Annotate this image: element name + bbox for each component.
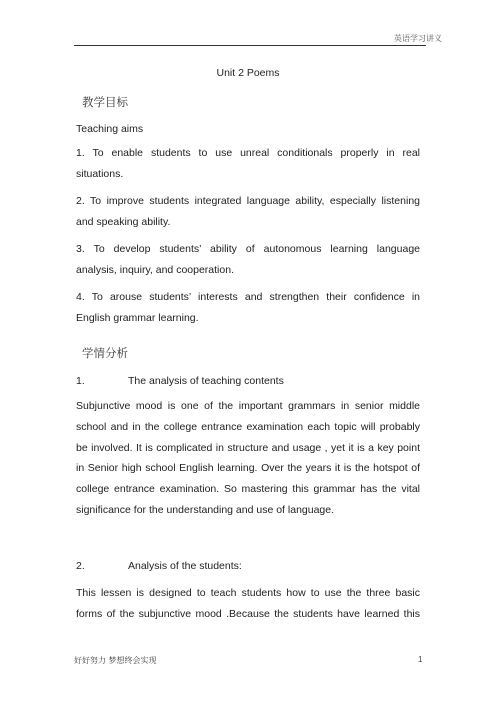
page-number: 1	[418, 655, 423, 664]
analysis-item-2-number: 2.	[76, 560, 85, 572]
body-line: forms of the subjunctive mood .Because the students have learned this	[76, 607, 420, 620]
teaching-aims-heading	[76, 119, 420, 140]
analysis-item-1-title: The analysis of teaching contents	[128, 375, 284, 387]
aim-item-3	[76, 239, 420, 281]
header-text: 英语学习讲义	[394, 34, 442, 43]
aim-item-4	[76, 287, 420, 329]
body-line: significance for the understanding and use of language.	[76, 503, 335, 516]
header-rule	[74, 45, 426, 46]
aim-item-1	[76, 143, 420, 185]
aim-4-line-1: 4. To arouse students’ interests and strengthen their confidence in	[76, 291, 420, 303]
analysis-item-1-heading	[76, 375, 284, 387]
analysis-item-1-body	[76, 396, 420, 521]
body-line: school and in the college entrance examination each topic will probably	[76, 420, 420, 433]
aim-item-2	[76, 191, 420, 233]
aim-2-line-1: 2. To improve students integrated language ability, especially listening	[76, 195, 420, 207]
aim-2-line-2: and speaking ability.	[76, 215, 171, 228]
aim-4-line-2: English grammar learning.	[76, 311, 199, 324]
section-heading-teaching-goals: 教学目标	[82, 95, 128, 109]
body-line: in Senior high school English learning. Over the years it is the hotspot of	[76, 462, 420, 475]
aim-3-line-1: 3. To develop students’ ability of autonomous learning language	[76, 243, 420, 255]
teaching-aims-label: Teaching aims	[76, 123, 144, 135]
footer-motto: 好好努力 梦想终会实现	[74, 656, 157, 665]
section-heading-learner-analysis: 学情分析	[82, 346, 128, 360]
analysis-item-2-heading	[76, 560, 242, 572]
body-line: Subjunctive mood is one of the important grammars in senior middle	[76, 400, 420, 412]
body-line: college entrance examination. So mastering this grammar has the vital	[76, 483, 420, 496]
page-title: Unit 2 Poems	[216, 67, 280, 79]
body-line: This lessen is designed to teach students how to use the three basic	[76, 587, 420, 599]
aim-3-line-2: analysis, inquiry, and cooperation.	[76, 263, 234, 276]
body-line: be involved. It is complicated in structure and usage , yet it is a key point	[76, 441, 420, 454]
aim-1-line-1: 1. To enable students to use unreal conditionals properly in real	[76, 147, 420, 159]
analysis-item-2-body	[76, 583, 420, 625]
aim-1-line-2: situations.	[76, 167, 124, 180]
analysis-item-2-title: Analysis of the students:	[128, 560, 242, 572]
analysis-item-1-number: 1.	[76, 375, 85, 387]
